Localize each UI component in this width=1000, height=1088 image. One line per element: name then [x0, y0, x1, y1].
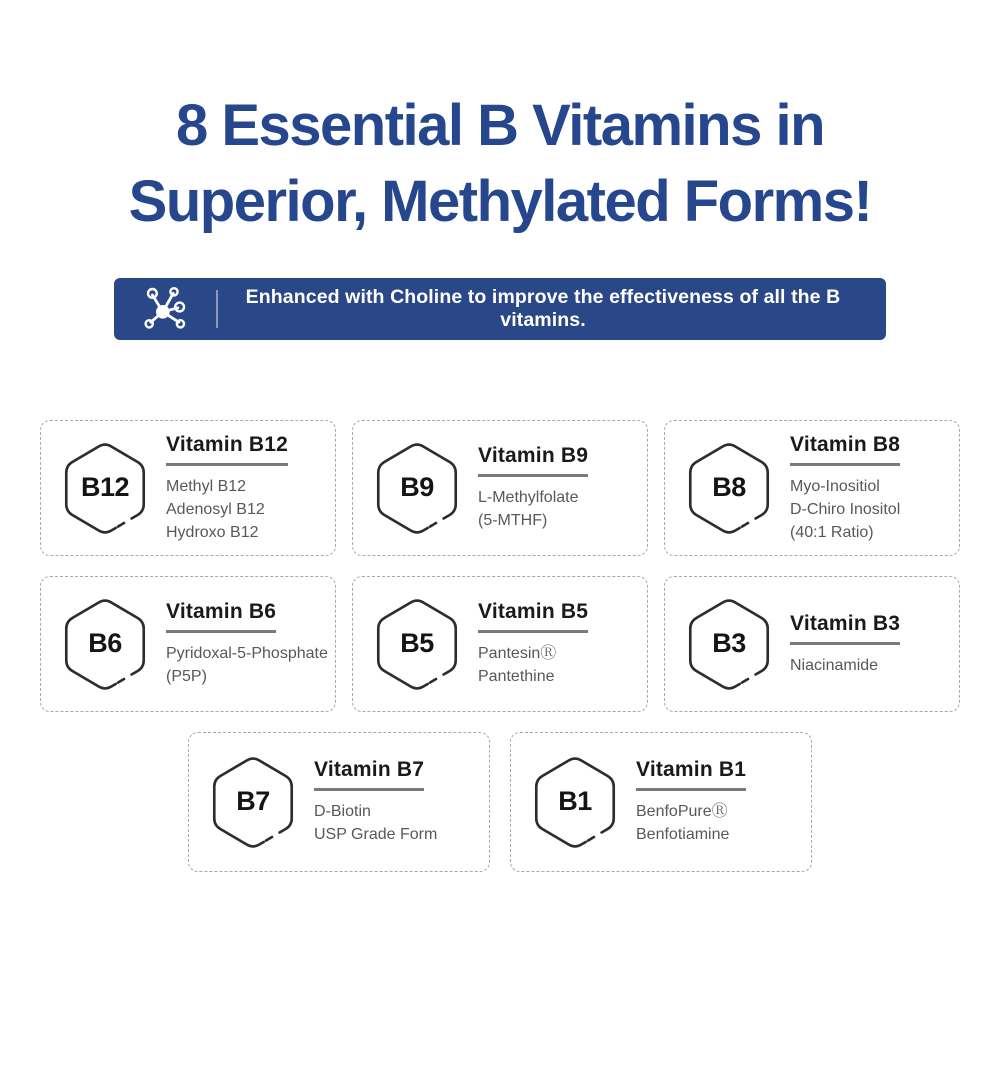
vitamin-title: Vitamin B9 — [478, 444, 588, 477]
vitamin-forms — [166, 475, 288, 544]
vitamin-badge-label: B6 — [88, 627, 122, 658]
vitamin-form-line: Methyl B12 — [166, 477, 247, 495]
vitamin-form-line: D-Chiro Inositol — [790, 500, 901, 518]
page-title — [0, 88, 1000, 240]
page-title-line1: 8 Essential B Vitamins in — [175, 93, 825, 158]
vitamin-title: Vitamin B12 — [166, 433, 288, 466]
hexagon-badge — [685, 440, 773, 537]
vitamin-form-line: BenfoPureⓇ — [636, 803, 728, 820]
vitamin-badge-label: B9 — [400, 471, 434, 502]
vitamin-forms — [790, 475, 900, 544]
vitamin-forms — [478, 486, 588, 532]
vitamin-form-line: Niacinamide — [790, 656, 879, 674]
vitamin-card — [40, 420, 336, 556]
vitamin-badge-label: B5 — [400, 627, 434, 658]
vitamin-title: Vitamin B1 — [636, 758, 746, 791]
vitamin-title: Vitamin B3 — [790, 612, 900, 645]
vitamin-card-text — [166, 433, 288, 544]
cards-grid-row — [0, 420, 1000, 556]
vitamin-card — [664, 420, 960, 556]
hexagon-badge — [531, 754, 619, 851]
vitamin-card-text — [790, 433, 900, 544]
choline-banner — [114, 278, 886, 340]
vitamin-title: Vitamin B6 — [166, 600, 276, 633]
vitamin-forms — [636, 800, 746, 846]
vitamin-card-text — [790, 612, 900, 677]
vitamin-badge-label: B8 — [712, 471, 746, 502]
infographic-page — [0, 88, 1000, 1088]
vitamin-title: Vitamin B8 — [790, 433, 900, 466]
vitamin-card — [352, 420, 648, 556]
vitamin-form-line: (P5P) — [166, 668, 207, 685]
hexagon-badge — [373, 596, 461, 693]
cards-grid-row — [0, 732, 1000, 872]
vitamin-card — [352, 576, 648, 712]
vitamin-title: Vitamin B7 — [314, 758, 424, 791]
banner-text: Enhanced with Choline to improve the effectiveness of all the B vitamins. — [245, 286, 841, 331]
vitamin-form-line: L-Methylfolate — [478, 489, 579, 506]
vitamin-badge-label: B7 — [236, 785, 270, 816]
page-title-line2: Superior, Methylated Forms! — [128, 169, 872, 234]
vitamin-form-line: Pantethine — [478, 668, 555, 685]
vitamin-form-line: Pyridoxal-5-Phosphate — [166, 645, 328, 662]
molecule-icon — [142, 283, 190, 336]
vitamin-card — [510, 732, 812, 872]
hexagon-badge — [61, 440, 149, 537]
vitamin-form-line: (40:1 Ratio) — [790, 523, 874, 541]
vitamin-card-text — [314, 758, 437, 846]
vitamin-form-line: Myo-Inositiol — [790, 477, 880, 495]
vitamin-form-line: Hydroxo B12 — [166, 523, 259, 541]
vitamin-title: Vitamin B5 — [478, 600, 588, 633]
vitamin-form-line: Benfotiamine — [636, 826, 730, 843]
vitamin-badge-label: B3 — [712, 627, 746, 658]
hexagon-badge — [373, 440, 461, 537]
vitamin-cards-grid — [0, 420, 1000, 872]
hexagon-badge — [61, 596, 149, 693]
vitamin-card — [664, 576, 960, 712]
vitamin-badge-label: B12 — [80, 471, 130, 502]
hexagon-badge — [209, 754, 297, 851]
vitamin-form-line: USP Grade Form — [314, 826, 438, 843]
vitamin-form-line: (5-MTHF) — [478, 512, 548, 529]
vitamin-card-text — [478, 444, 588, 532]
vitamin-card — [188, 732, 490, 872]
vitamin-card-text — [478, 600, 588, 688]
vitamin-forms — [478, 642, 588, 688]
vitamin-badge-label: B1 — [558, 785, 592, 816]
cards-grid-row — [0, 576, 1000, 712]
vitamin-card-text — [166, 600, 328, 688]
vitamin-card-text — [636, 758, 746, 846]
hexagon-badge — [685, 596, 773, 693]
vitamin-form-line: D-Biotin — [314, 803, 371, 820]
vitamin-forms — [166, 642, 328, 688]
vitamin-form-line: PantesinⓇ — [478, 645, 557, 662]
vitamin-forms — [314, 800, 437, 846]
vitamin-form-line: Adenosyl B12 — [166, 500, 265, 518]
vitamin-card — [40, 576, 336, 712]
vitamin-forms — [790, 654, 900, 677]
